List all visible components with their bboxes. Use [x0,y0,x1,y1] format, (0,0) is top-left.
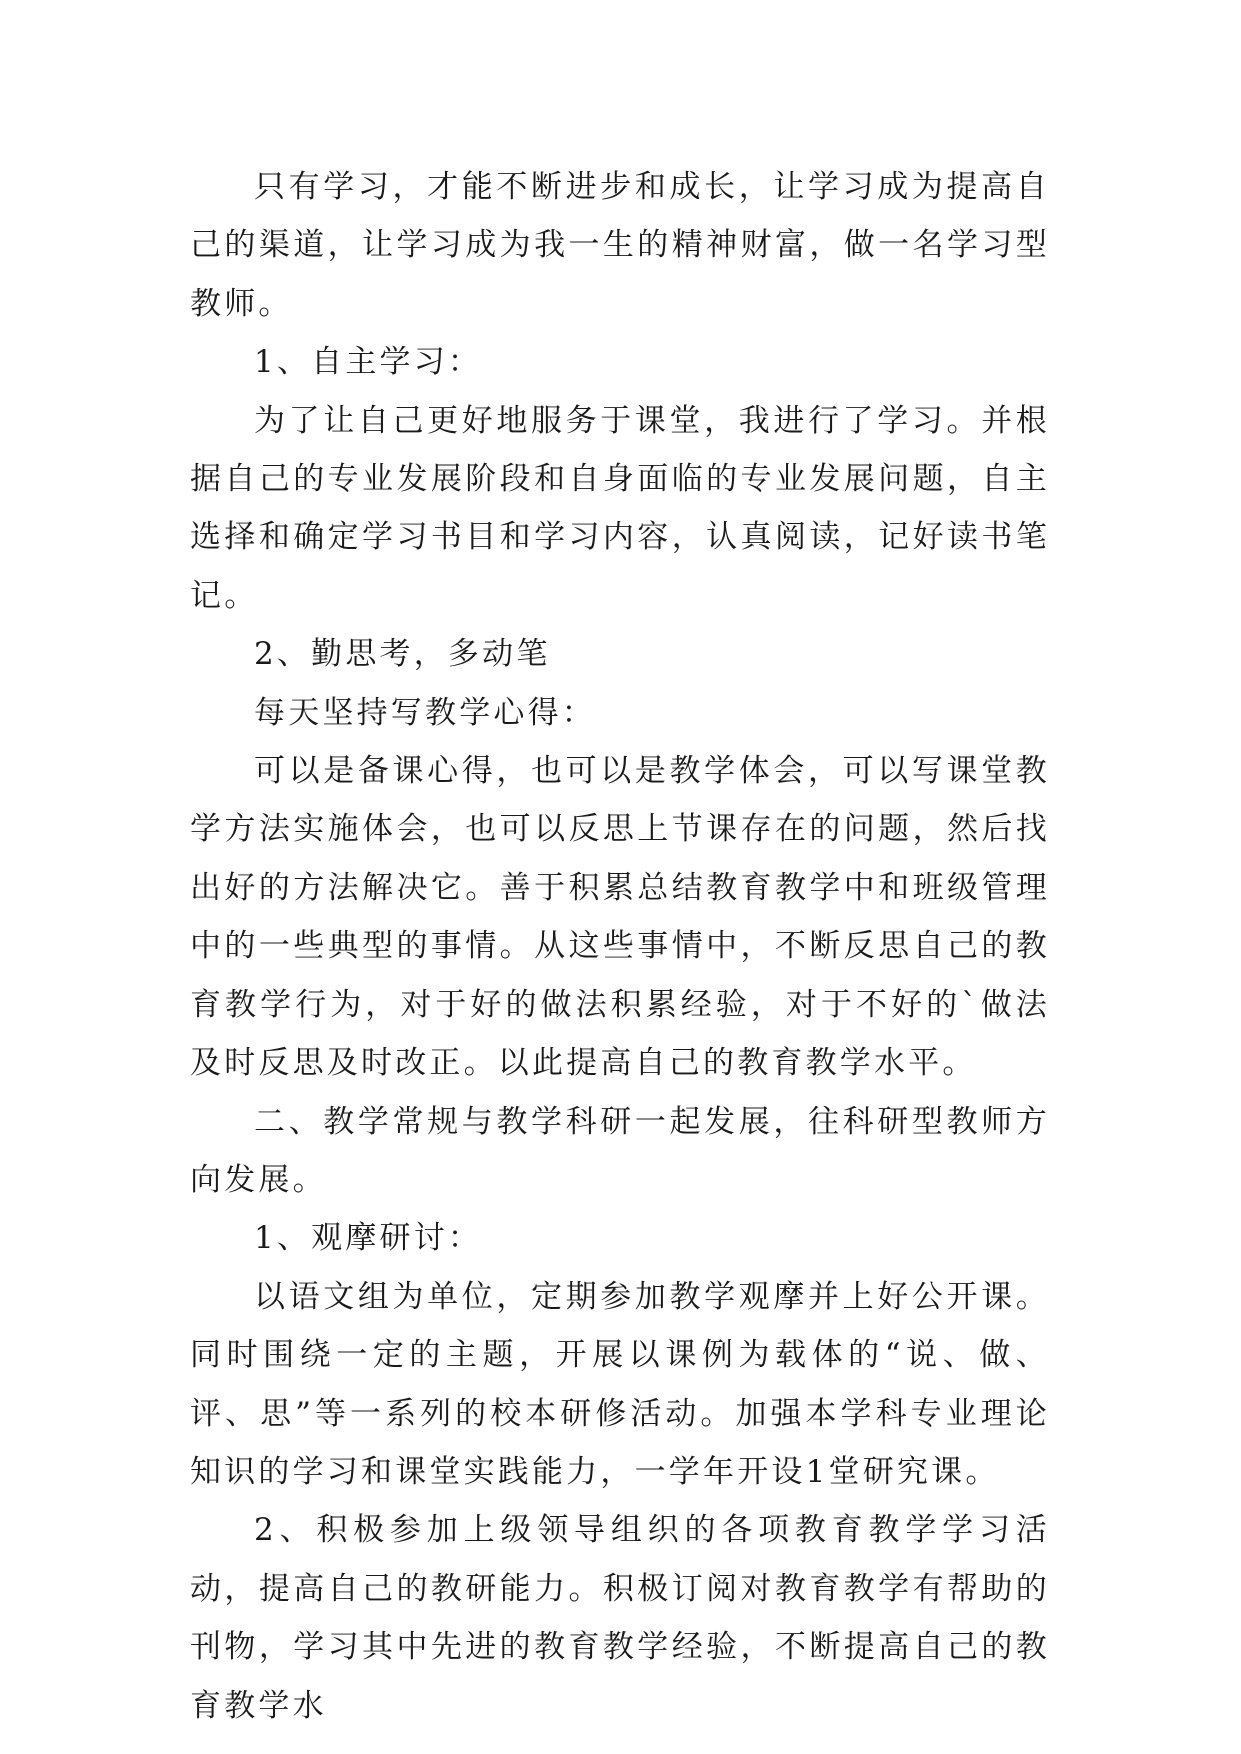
paragraph: 2、积极参加上级领导组织的各项教育教学学习活动，提高自己的教研能力。积极订阅对教育教学有帮助的刊物，学习其中先进的教育教学经验，不断提高自己的教育教学水 [190,1512,1050,1724]
section-heading: 二、教学常规与教学科研一起发展，往科研型教师方向发展。 [190,1103,1050,1198]
paragraph: 以语文组为单位，定期参加教学观摩并上好公开课。同时围绕一定的主题，开展以课例为载体的“说、做、评、思”等一系列的校本研修活动。加强本学科专业理论知识的学习和课堂实践能力，一学年开设1堂研究课。 [190,1278,1050,1490]
paragraph: 1、自主学习： [254,344,483,381]
paragraph: 为了让自己更好地服务于课堂，我进行了学习。并根据自己的专业发展阶段和自身面临的专业发展问题，自主选择和确定学习书目和学习内容，认真阅读，记好读书笔记。 [190,402,1050,614]
paragraph: 可以是备课心得，也可以是教学体会，可以写课堂教学方法实施体会，也可以反思上节课存在的问题，然后找出好的方法解决它。善于积累总结教育教学中和班级管理中的一些典型的事情。从这些事情中，不断反思自己的教育教学行为，对于好的做法积累经验，对于不好的`做法及时反思及时改正。以此提高自己的教育教学水平。 [190,753,1050,1082]
paragraph: 每天坚持写教学心得： [254,694,596,731]
paragraph: 1、观摩研讨： [254,1220,483,1257]
paragraph: 只有学习，才能不断进步和成长，让学习成为提高自己的渠道，让学习成为我一生的精神财富，做一名学习型教师。 [190,169,1050,322]
paragraph: 2、勤思考，多动笔 [254,636,551,673]
document-body [190,158,1050,1735]
